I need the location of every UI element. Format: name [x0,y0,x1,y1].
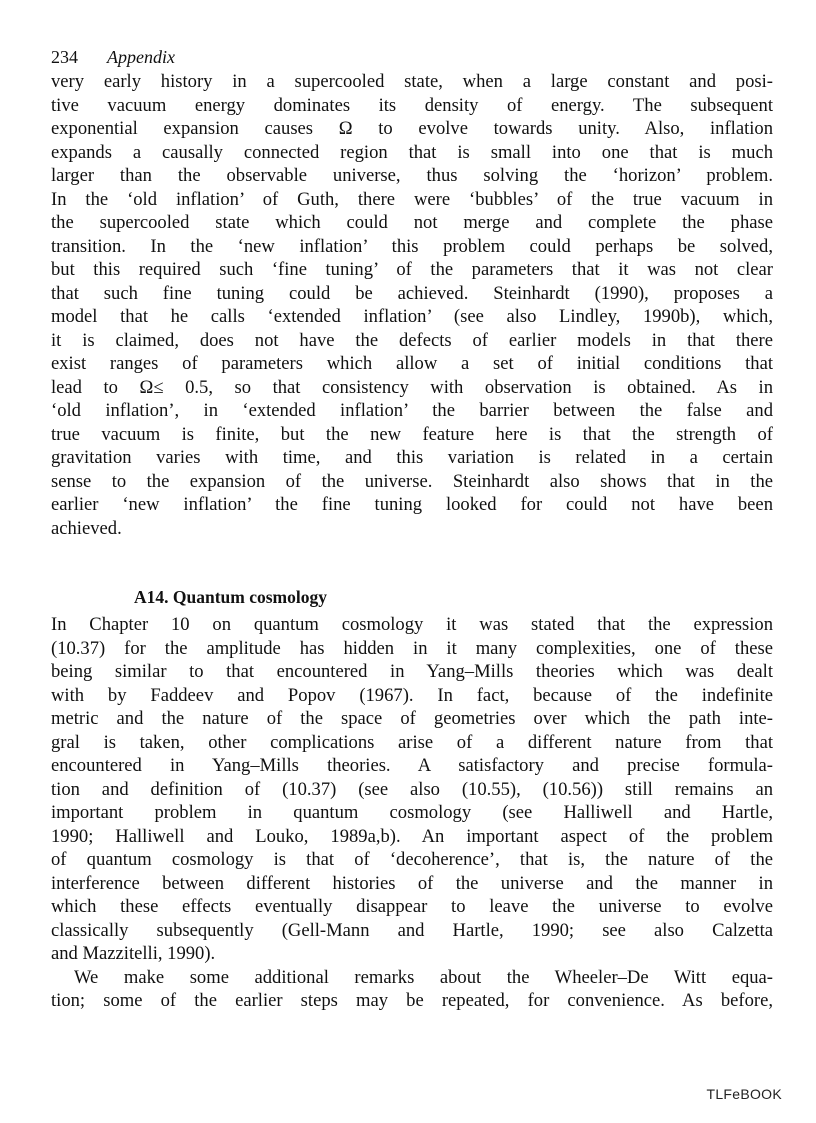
text-line: earlier ‘new inflation’ the fine tuning looked for could not have been [51,494,773,515]
text-line: transition. In the ‘new inflation’ this problem could perhaps be solved, [51,235,773,257]
text-line: and Mazzitelli, 1990). [51,943,216,964]
text-line: classically subsequently (Gell-Mann and Hartle, 1990; see also Calzetta [51,919,773,941]
text-line: important problem in quantum cosmology (see Halliwell and Hartle, [51,802,773,823]
text-line: exist ranges of parameters which allow a set of initial conditions that [51,353,773,374]
page [51,44,773,1013]
text-line: model that he calls ‘extended inflation’ (see also Lindley, 1990b), which, [51,306,773,327]
text-line: which these effects eventually disappear to leave the universe to evolve [51,896,773,917]
text-line: tion and definition of (10.37) (see also (10.55), (10.56)) still remains an [51,778,773,800]
text-line: In Chapter 10 on quantum cosmology it was stated that the expression [51,614,773,635]
text-line: that such fine tuning could be achieved. Steinhardt (1990), proposes a [51,282,773,304]
text-line: but this required such ‘fine tuning’ of the parameters that it was not clear [51,259,773,280]
text-line: lead to Ω≤ 0.5, so that consistency with observation is obtained. As in [51,376,773,398]
paragraph-wheeler-de-witt [51,966,773,1013]
text-line: 1990; Halliwell and Louko, 1989a,b). An important aspect of the problem [51,825,773,847]
text-line: ‘old inflation’, in ‘extended inflation’ the barrier between the false and [51,400,773,421]
text-line: gral is taken, other complications arise of a different nature from that [51,731,773,753]
text-line: tion; some of the earlier steps may be repeated, for convenience. As before, [51,990,773,1011]
text-line: sense to the expansion of the universe. Steinhardt also shows that in the [51,470,773,492]
text-line: the supercooled state which could not merge and complete the phase [51,212,773,233]
text-line: being similar to that encountered in Yang–Mills theories which was dealt [51,661,773,682]
text-line: expands a causally connected region that is small into one that is much [51,141,773,163]
text-line: interference between different histories of the universe and the manner in [51,872,773,894]
text-line: (10.37) for the amplitude has hidden in it many complexities, one of these [51,637,773,659]
paragraph-quantum-cosmology [51,613,773,966]
text-line: encountered in Yang–Mills theories. A satisfactory and precise formula- [51,755,773,776]
text-line: with by Faddeev and Popov (1967). In fact, because of the indefinite [51,684,773,706]
text-line: In the ‘old inflation’ of Guth, there were ‘bubbles’ of the true vacuum in [51,188,773,210]
text-line: achieved. [51,517,122,539]
running-head [51,44,773,70]
section-gap [51,540,773,584]
paragraph-inflation [51,70,773,540]
text-line: exponential expansion causes Ω to evolve towards unity. Also, inflation [51,118,773,139]
text-line: metric and the nature of the space of geometries over which the path inte- [51,708,773,729]
page-number: 234 [51,47,78,67]
text-line: very early history in a supercooled state, when a large constant and posi- [51,71,773,92]
text-line: true vacuum is finite, but the new feature here is that the strength of [51,423,773,445]
running-head-section: Appendix [107,47,175,67]
text-line: it is claimed, does not have the defects of earlier models in that there [51,329,773,351]
text-line: tive vacuum energy dominates its density of energy. The subsequent [51,94,773,116]
text-line: gravitation varies with time, and this variation is related in a certain [51,447,773,468]
text-line: of quantum cosmology is that of ‘decoherence’, that is, the nature of the [51,849,773,870]
section-heading: A14. Quantum cosmology [134,587,327,607]
text-line: larger than the observable universe, thus solving the ‘horizon’ problem. [51,165,773,186]
text-line: We make some additional remarks about the Wheeler–De Witt equa- [74,966,773,988]
watermark-footer: TLFeBOOK [706,1086,782,1102]
